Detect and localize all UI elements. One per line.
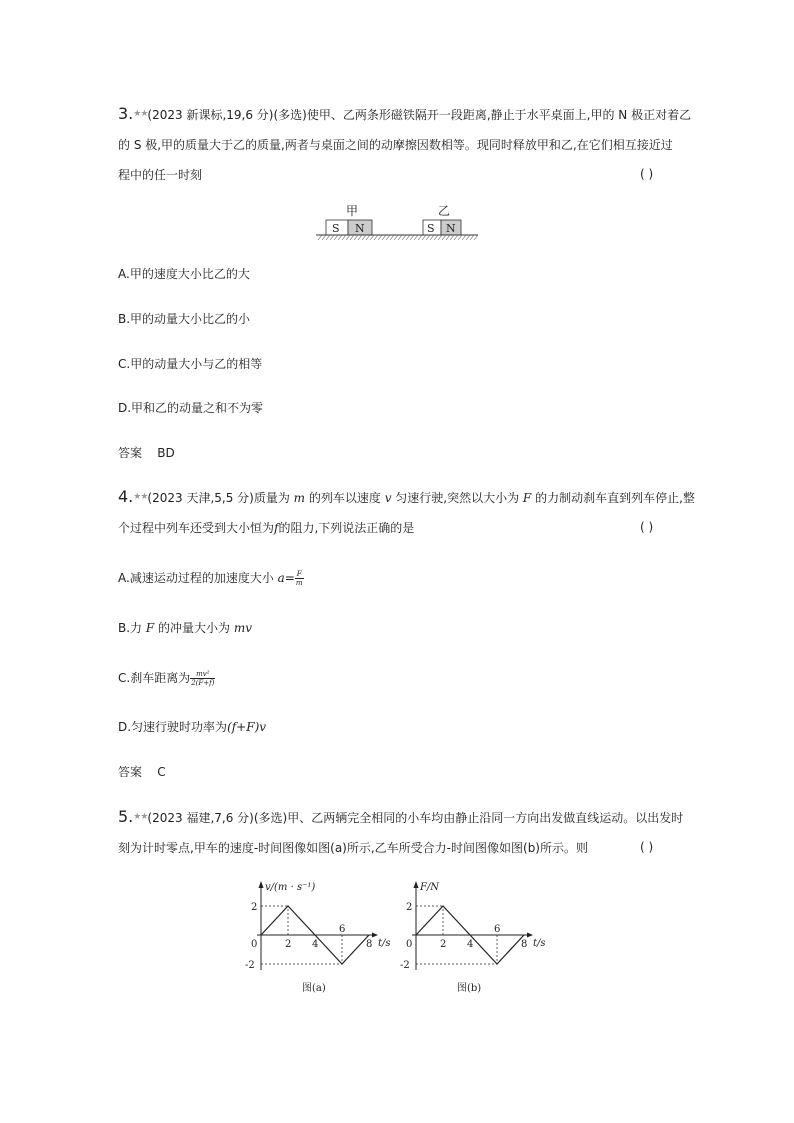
hatch-line — [426, 235, 430, 240]
hatch-line — [386, 235, 390, 240]
magnet-yi-label: 乙 — [438, 204, 451, 218]
q4-option-b-text: B.力 — [118, 621, 146, 635]
hatch-line — [334, 235, 338, 240]
q4-number: 4. — [118, 487, 134, 506]
q4-text-2b: 的阻力,下列说法正确的是 — [278, 521, 415, 535]
chart-b-xtick-label: 0 — [406, 939, 413, 950]
hatch-line — [442, 235, 446, 240]
q3-answer — [118, 445, 175, 461]
chart-b-title: 图(b) — [457, 983, 482, 994]
chart-force-time — [400, 876, 550, 1001]
q3-number: 3. — [118, 104, 134, 123]
q4-option-d-text: D.匀速行驶时功率为 — [118, 720, 228, 734]
chart-a-ytick-label: 2 — [251, 902, 258, 913]
hatch-line — [394, 235, 398, 240]
chart-a-x-arrow — [372, 933, 378, 938]
hatch-line — [350, 235, 354, 240]
q4-option-b — [118, 620, 252, 636]
magnet-yi-s-label: S — [427, 222, 435, 235]
q5-text-2: 刻为计时零点,甲车的速度-时间图像如图(a)所示,乙车所受合力-时间图像如图(b)所示。则 — [118, 841, 588, 855]
hatch-line — [370, 235, 374, 240]
chart-a-xtick-label: 6 — [339, 924, 346, 935]
hatch-line — [358, 235, 362, 240]
frac-den: m — [295, 579, 303, 587]
hatch-line — [326, 235, 330, 240]
hatch-line — [438, 235, 442, 240]
chart-a-xtick-label: 4 — [312, 939, 319, 950]
hatch-line — [366, 235, 370, 240]
var-a: a — [277, 571, 285, 585]
chart-a-ytick-label: -2 — [245, 960, 255, 971]
q3-magnet-figure — [310, 200, 485, 246]
q4-line2 — [118, 520, 414, 536]
q4-text-1b: 的列车以速度 — [305, 491, 385, 505]
chart-a-xtick-label: 8 — [366, 939, 373, 950]
hatch-line — [434, 235, 438, 240]
hatch-line — [466, 235, 470, 240]
chart-b-ylabel: F/N — [420, 882, 440, 893]
q3-option-a: A.甲的速度大小比乙的大 — [118, 267, 250, 281]
difficulty-star-icon: ★★ — [133, 492, 148, 502]
chart-a-title: 图(a) — [302, 983, 326, 994]
q3-text-3: 程中的任一时刻 — [118, 168, 203, 182]
magnet-yi-n-label: N — [446, 222, 456, 235]
q5-line1 — [118, 809, 683, 826]
q3-answer-label: 答案 — [118, 446, 143, 460]
hatch-line — [410, 235, 414, 240]
hatch-line — [422, 235, 426, 240]
q5-number: 5. — [118, 807, 134, 826]
chart-b-y-arrow — [414, 881, 419, 888]
table-hatching — [318, 235, 478, 240]
hatch-line — [474, 235, 478, 240]
chart-a-y-arrow — [259, 881, 264, 888]
hatch-line — [454, 235, 458, 240]
q4-option-d — [118, 719, 266, 735]
hatch-line — [362, 235, 366, 240]
hatch-line — [382, 235, 386, 240]
hatch-line — [450, 235, 454, 240]
q3-text-2: 的 S 极,甲的质量大于乙的质量,两者与桌面之间的动摩擦因数相等。现同时释放甲和乙,在它们相互接近过 — [118, 138, 673, 152]
magnet-jia-s-label: S — [332, 222, 340, 235]
chart-a-ylabel: v/(m · s⁻¹) — [265, 882, 316, 893]
chart-velocity-time — [245, 876, 395, 1001]
magnet-jia-n-label: N — [355, 222, 365, 235]
q3-line1 — [118, 106, 691, 123]
q4-option-a — [118, 570, 304, 587]
q4-text-1c: 匀速行驶,突然以大小为 — [391, 491, 523, 505]
power-expression: (f+F)v — [227, 720, 267, 734]
q5-answer-blank: ( ) — [640, 840, 654, 854]
hatch-line — [322, 235, 326, 240]
chart-b-xtick-label: 4 — [467, 939, 474, 950]
frac-num: F — [296, 570, 302, 578]
chart-b-xlabel: t/s — [533, 938, 546, 949]
chart-a-xlabel: t/s — [378, 938, 391, 949]
chart-b-ytick-label: -2 — [400, 960, 410, 971]
hatch-line — [402, 235, 406, 240]
chart-a-xtick-label: 2 — [285, 939, 292, 950]
hatch-line — [374, 235, 378, 240]
var-F: F — [522, 491, 532, 505]
hatch-line — [346, 235, 350, 240]
q4-answer-label: 答案 — [118, 765, 143, 779]
q5-text-1: (2023 福建,7,6 分)(多选)甲、乙两辆完全相同的小车均由静止沿同一方向出发做直线运动。以出发时 — [147, 811, 684, 825]
chart-a-xtick-label: 0 — [251, 939, 258, 950]
chart-b-xtick-label: 6 — [494, 924, 501, 935]
chart-b-ytick-label: 2 — [406, 902, 413, 913]
hatch-line — [414, 235, 418, 240]
q4-answer — [118, 764, 166, 780]
hatch-line — [398, 235, 402, 240]
q3-answer-blank: ( ) — [640, 167, 654, 181]
q4-line1 — [118, 489, 695, 506]
frac-num: mv² — [190, 670, 215, 679]
hatch-line — [342, 235, 346, 240]
hatch-line — [458, 235, 462, 240]
fraction-braking-distance — [190, 670, 215, 687]
hatch-line — [406, 235, 410, 240]
q4-text-2a: 个过程中列车还受到大小恒为 — [118, 521, 275, 535]
difficulty-star-icon: ★★ — [133, 109, 148, 119]
equals-sign: = — [284, 571, 295, 585]
hatch-line — [446, 235, 450, 240]
q4-text-1a: (2023 天津,5,5 分)质量为 — [147, 491, 294, 505]
hatch-line — [430, 235, 434, 240]
difficulty-star-icon: ★★ — [133, 812, 148, 822]
q4-option-c-text: C.刹车距离为 — [118, 671, 191, 685]
q4-option-b-text-2: 的冲量大小为 — [154, 621, 234, 635]
hatch-line — [378, 235, 382, 240]
magnet-jia-label: 甲 — [346, 204, 359, 218]
hatch-line — [462, 235, 466, 240]
var-v: v — [384, 491, 392, 505]
q3-text-1: (2023 新课标,19,6 分)(多选)使甲、乙两条形磁铁隔开一段距离,静止于水平桌面上,甲的 N 极正对着乙 — [147, 108, 692, 122]
q4-option-a-text: A.减速运动过程的加速度大小 — [118, 571, 278, 585]
q3-option-c: C.甲的动量大小与乙的相等 — [118, 357, 263, 371]
q3-option-d: D.甲和乙的动量之和不为零 — [118, 401, 264, 415]
fraction-f-over-m — [295, 570, 304, 587]
q4-answer-value: C — [157, 765, 166, 779]
q4-option-c — [118, 670, 215, 687]
var-f: f — [274, 521, 279, 535]
hatch-line — [418, 235, 422, 240]
chart-b-xtick-label: 2 — [440, 939, 447, 950]
hatch-line — [470, 235, 474, 240]
chart-b-x-arrow — [527, 933, 533, 938]
var-m: m — [293, 491, 306, 505]
hatch-line — [330, 235, 334, 240]
hatch-line — [318, 235, 322, 240]
chart-b-xtick-label: 8 — [521, 939, 528, 950]
hatch-line — [354, 235, 358, 240]
var-mv: mv — [233, 621, 253, 635]
var-F: F — [145, 621, 155, 635]
q4-answer-blank: ( ) — [640, 520, 654, 534]
q4-text-1d: 的力制动刹车直到列车停止,整 — [531, 491, 695, 505]
hatch-line — [338, 235, 342, 240]
frac-den: 2(F+f) — [191, 679, 215, 687]
q3-option-b: B.甲的动量大小比乙的小 — [118, 312, 251, 326]
q3-answer-value: BD — [157, 446, 175, 460]
hatch-line — [390, 235, 394, 240]
